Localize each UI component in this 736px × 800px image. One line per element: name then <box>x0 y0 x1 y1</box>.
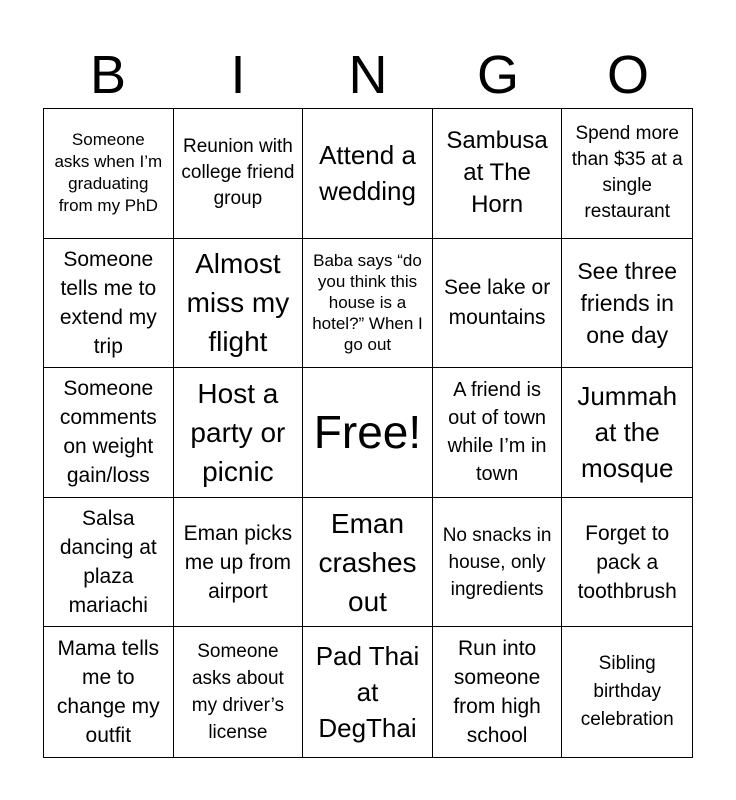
cell-text: Someone asks about my driver’s license <box>191 641 284 744</box>
header-letter-b: B <box>89 45 127 105</box>
cell-text: Run into someone from high school <box>453 637 541 748</box>
bingo-cell-r3c4[interactable] <box>433 368 563 498</box>
cell-text: Mama tells me to change my outfit <box>56 637 160 748</box>
cell-text: Reunion with college friend group <box>181 136 295 210</box>
cell-text: Baba says “do you think this house is a hotel?” When I go out <box>312 251 423 355</box>
bingo-cell-r5c2[interactable] <box>174 627 304 757</box>
bingo-header <box>43 42 693 108</box>
bingo-cell-r2c3[interactable] <box>303 239 433 369</box>
bingo-cell-r1c5[interactable] <box>562 109 692 239</box>
cell-text: Sambusa at The Horn <box>446 127 548 219</box>
bingo-cell-r2c5[interactable] <box>562 239 692 369</box>
bingo-cell-r1c4[interactable] <box>433 109 563 239</box>
bingo-cell-r1c1[interactable] <box>44 109 174 239</box>
cell-text: Spend more than $35 at a single restaurant <box>571 123 683 223</box>
cell-text: Forget to pack a toothbrush <box>577 521 677 603</box>
bingo-cell-free[interactable] <box>303 368 433 498</box>
bingo-cell-r4c2[interactable] <box>174 498 304 628</box>
bingo-cell-r2c1[interactable] <box>44 239 174 369</box>
cell-text: Host a party or picnic <box>190 377 286 487</box>
cell-text: See three friends in one day <box>577 257 678 348</box>
bingo-cell-r3c5[interactable] <box>562 368 692 498</box>
bingo-cell-r3c2[interactable] <box>174 368 304 498</box>
bingo-cell-r4c1[interactable] <box>44 498 174 628</box>
bingo-cell-r3c1[interactable] <box>44 368 174 498</box>
bingo-cell-r4c5[interactable] <box>562 498 692 628</box>
bingo-cell-r1c2[interactable] <box>174 109 304 239</box>
bingo-cell-r1c3[interactable] <box>303 109 433 239</box>
cell-text: Attend a wedding <box>319 140 416 207</box>
cell-text: Pad Thai at DegThai <box>315 641 420 744</box>
cell-text: Salsa dancing at plaza mariachi <box>59 507 157 618</box>
bingo-cell-r5c4[interactable] <box>433 627 563 757</box>
cell-text: Someone comments on weight gain/loss <box>59 377 157 488</box>
bingo-cell-r2c4[interactable] <box>433 239 563 369</box>
cell-text: Someone tells me to extend my trip <box>59 247 157 358</box>
free-space-text: Free! <box>313 406 422 459</box>
bingo-cell-r4c3[interactable] <box>303 498 433 628</box>
bingo-cell-r5c3[interactable] <box>303 627 433 757</box>
bingo-cell-r2c2[interactable] <box>174 239 304 369</box>
cell-text: A friend is out of town while I’m in town <box>447 379 547 486</box>
bingo-card-grid <box>43 108 693 758</box>
header-letter-o: O <box>606 45 649 105</box>
cell-text: No snacks in house, only ingredients <box>442 524 552 600</box>
bingo-cell-r4c4[interactable] <box>433 498 563 628</box>
bingo-cell-r5c1[interactable] <box>44 627 174 757</box>
cell-text: Someone asks when I’m graduating from my PhD <box>54 130 163 216</box>
cell-text: Almost miss my flight <box>186 248 290 358</box>
header-letter-i: I <box>230 45 246 105</box>
header-letter-g: G <box>476 45 519 105</box>
header-letter-n: N <box>348 45 388 105</box>
cell-text: See lake or mountains <box>443 275 551 329</box>
cell-text: Sibling birthday celebration <box>580 653 674 731</box>
bingo-cell-r5c5[interactable] <box>562 627 692 757</box>
cell-text: Eman crashes out <box>318 507 417 617</box>
cell-text: Jummah at the mosque <box>577 381 678 484</box>
cell-text: Eman picks me up from airport <box>183 521 293 603</box>
